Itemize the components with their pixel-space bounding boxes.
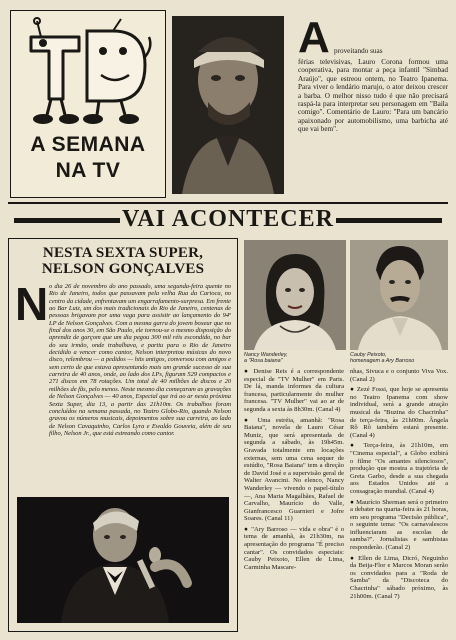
banner-rule-right — [336, 218, 442, 223]
lead-body: férias televisivas, Lauro Corona formou uma cooperativa, para montar a peça infantil "Simbad Araújo", que estreou ontem, no Teatro Ipanema. Para viver o lendário marujo, o ator deixou crescer a barba. O melhor nisso tudo é que não precisará raspá-la para interpretar seu personagem em "Baila comigo". Comentário de Lauro: "Para um bancário apaixonado por automobilismo, uma barbicha até que vai bem". — [298, 58, 448, 134]
note-greta-garbo: ● Terça-feira, às 21h10m, em "Cinema especial", a Globo exibirá o filme "Os amantes silenciosos", produção que mostra a trajetória de Greta Garbo, desde a sua chegada aos Estados Unidos até a consagração mundial. (Canal 4) — [350, 442, 448, 495]
nelson-goncalves-photo — [17, 497, 229, 623]
lauro-corona-photo — [172, 16, 284, 194]
nancy-caption-line1: Nancy Wanderley, — [244, 352, 288, 358]
cauby-caption-line2: homenagem a Ary Barroso — [350, 358, 415, 364]
note-mauricio-sherman: ● Maurício Sherman será o primeiro a debater na quarta-feira às 21 horas, em seu programa "Decisão pública", o seguinte tema: "Os carnavalescos influenciaram as escolas de samba?". Jornalistas e sambistas responderão. (Canal 2) — [350, 498, 448, 552]
top-divider — [8, 202, 448, 204]
column-right — [350, 368, 448, 632]
column-middle — [244, 368, 344, 632]
banner-rule-left — [14, 218, 120, 223]
banner-title: VAI ACONTECER — [122, 206, 334, 232]
top-section — [8, 8, 448, 204]
portrait-man-bandana-image — [172, 16, 284, 194]
note-denise-reis: ● Denise Reis é a correspondente especial de "TV Mulher" em Paris. De lá, manda informes da cultura francesa, particularmente do mulher francesa. "TV Mulher" vai ao ar de segunda a sexta às 8h30m. (Canal 4) — [244, 368, 344, 413]
lead-first-line: proveitando suas — [334, 47, 383, 55]
note-ary-barroso: ● "Ary Barroso — vida e obra" é o tema de amanhã, às 21h30m, na apresentação do programa "É preciso cantar". Os convidados especiais: Cauby Peixoto, Ellen de Lima, Carminha Mascare- — [244, 525, 344, 571]
story-headline-line1: NESTA SEXTA SUPER, — [42, 245, 204, 261]
story-headline-line2: NELSON GONÇALVES — [41, 261, 205, 277]
cauby-peixoto-photo — [350, 240, 448, 350]
tv-logo-box — [10, 10, 166, 198]
section-title-line1: A SEMANA — [30, 133, 146, 156]
section-title-line2: NA TV — [55, 159, 121, 182]
nancy-wanderley-photo — [244, 240, 346, 350]
nancy-caption-line2: a "Rosa baiana" — [244, 358, 283, 364]
portrait-man-mustache-image — [350, 240, 448, 350]
story-dropcap: N — [15, 278, 49, 330]
note-zeze-fossi: ● Zezé Fossi, que hoje se apresenta no Teatro Ipanema com show individual, será a grande atração musical da "Buzina do Chacrinha" de terça-feira, às 21h00m. Ângela Rô Rô também estará presente. (Canal 4) — [350, 386, 448, 439]
tv-mascot-icon — [21, 17, 155, 129]
portrait-woman-image — [244, 240, 346, 350]
cauby-caption-line1: Cauby Peixoto, — [350, 352, 387, 358]
note-sivuca: nhas, Sivuca e o conjunto Viva Vox. (Canal 2) — [350, 368, 448, 383]
story-body: o dia 26 de novembro do ano passado, uma segunda-feira quente no Rio de Janeiro, todos que passavam pela velha Rua da Carioca, no centro da cidade, enfrentavam um engarrafamento-surpresa. Em frente ao Bar Luiz, um dos mais tradicionais do Rio de Janeiro, centenas de pessoas brigavam por uma vaga para assistir ao lançamento do 94º LP de Nelson Gonçalves. Com a mesma garra do jovem boxeur que no final dos anos 30, em São Paulo, ele tornou-se o mesmo disposição do aprendiz de garçom que um dia pegou 300 mil réis escondido, no bar do seu irmão, onde trabalhava, e partiu para o Rio de Janeiro decidido a vencer como cantor, Nelson interpretou músicas do novo disco, relembrou — a pedidos — hits antigos, conversou com amigos e sem certo de que estava apresentando mais um grande sucesso de sua carreira de 40 anos, onde, ao lado dos LPs, figuram 529 compactos e 271 discos em 78 rotações. Um total de 40 milhões de discos e 20 milhões de fãs, pelo menos. Neste mesmo dia começaram as gravações de Nelson Gonçalves — 40 anos, Especial que irá ao ar nesta próxima Sexta Super, dia 13, a partir das 21h10m. Os trabalhos foram concluídos na semana passada, no Teatro Globo-Rio, quando Nelson gravou os números musicais, depoimentos sobre sua carreira, ao lado de Nelson Cavaquinho, Carlos Lyra e Ewaldo Gouveia, além de seu filho, Nelson Jr., que está estreando como cantor. — [49, 283, 231, 437]
story-box — [8, 238, 238, 632]
lead-dropcap: A — [298, 13, 330, 62]
note-ellen-de-lima: ● Ellen de Lima, Dicró, Neguinho da Beija-Flor e Marcos Moran serão os convidados para a "Roda de Samba" da "Discoteca do Chacrinha" sábado próximo, às 21h00m. (Canal 7) — [350, 554, 448, 600]
singer-with-microphone-image — [17, 497, 229, 623]
note-rosa-baiana: ● Uma estréia, amanhã: "Rosa Baiana", novela de Lauro César Muniz, que será apresentada de segunda a sábado, às 19h45m. Gravada totalmente em locações externas, sem uma cena sequer de estúdio, "Rosa Baiana" tem a direção de David José e a supervisão geral de Walter Avancini. No elenco, Nancy Wanderley — vivendo o papel-título —, Ana Maria Magalhães, Rafael de Carvalho, Maurício do Valle, Gianfrancesco Guarnieri e Jofre Soares. (Canal 11) — [244, 416, 344, 523]
